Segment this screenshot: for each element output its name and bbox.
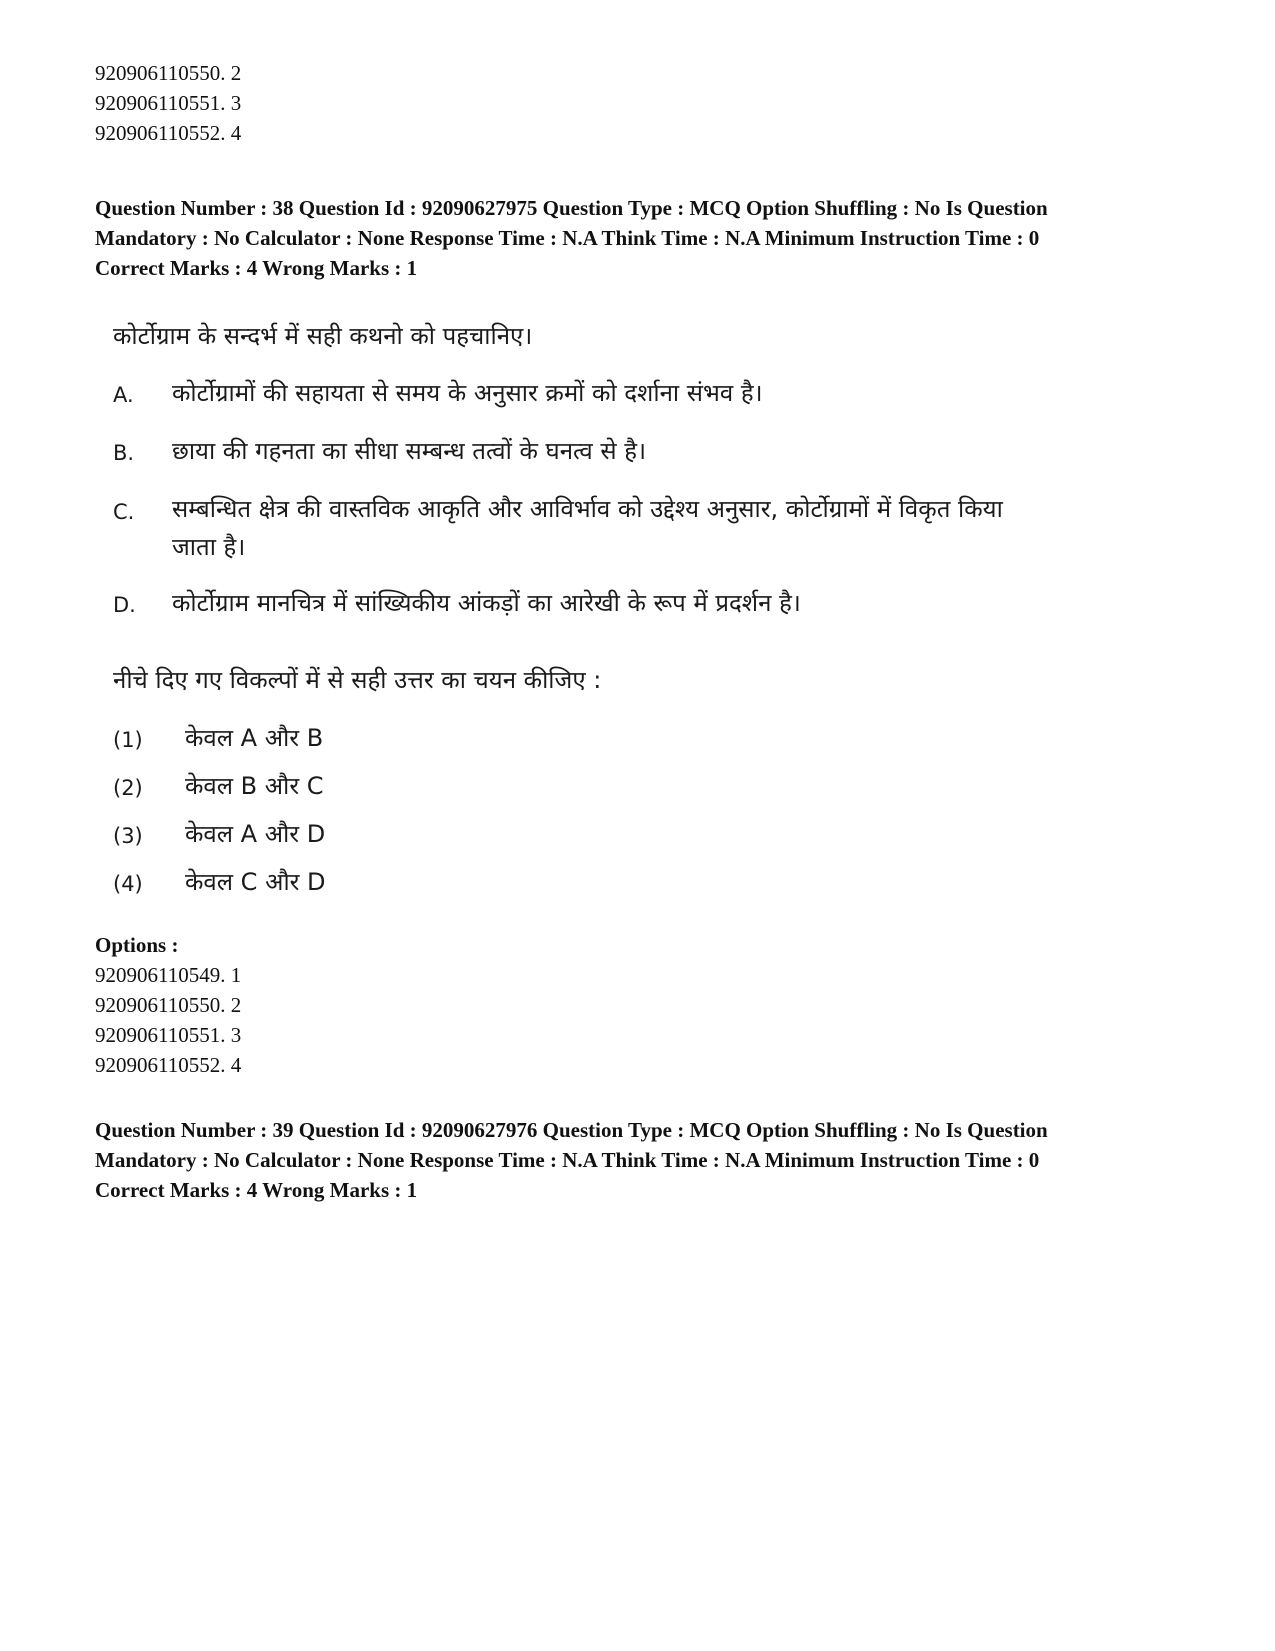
question-39-header — [95, 1115, 1185, 1205]
previous-question-options — [95, 58, 1185, 148]
option-line: 920906110552. 4 — [95, 1053, 242, 1077]
choice-number: (3) — [113, 824, 143, 848]
question-meta-line: Mandatory : No Calculator : None Response Time : N.A Think Time : N.A Minimum Instruction Time : 0 — [95, 226, 1040, 250]
statement-text: सम्बन्धित क्षेत्र की वास्तविक आकृति और आविर्भाव को उद्देश्य अनुसार, कोर्टोग्रामों में विकृत किया जाता है। — [172, 495, 1003, 561]
option-line: 920906110550. 2 — [95, 61, 242, 85]
options-label: Options : — [95, 933, 179, 957]
choice-number: (2) — [113, 776, 143, 800]
statement-letter: C. — [113, 500, 135, 524]
option-line: 920906110550. 2 — [95, 993, 242, 1017]
choice-text: केवल B और C — [185, 772, 324, 800]
option-line: 920906110551. 3 — [95, 91, 242, 115]
choice-text: केवल C और D — [185, 868, 326, 896]
statement-text: छाया की गहनता का सीधा सम्बन्ध तत्वों के घनत्व से है। — [172, 437, 647, 465]
question-prompt: कोर्टोग्राम के सन्दर्भ में सही कथनो को पहचानिए। — [113, 322, 533, 350]
question-meta-line: Question Number : 38 Question Id : 92090627975 Question Type : MCQ Option Shuffling : No Is Question — [95, 196, 1048, 220]
choice-number: (4) — [113, 872, 143, 896]
choice-text: केवल A और D — [185, 820, 326, 848]
statement-text: कोर्टोग्रामों की सहायता से समय के अनुसार क्रमों को दर्शाना संभव है। — [172, 379, 763, 407]
option-line: 920906110549. 1 — [95, 963, 242, 987]
statement-letter: A. — [113, 383, 134, 407]
question-38-header — [95, 193, 1185, 283]
question-meta-line: Question Number : 39 Question Id : 92090627976 Question Type : MCQ Option Shuffling : No Is Question — [95, 1118, 1048, 1142]
option-line: 920906110551. 3 — [95, 1023, 242, 1047]
statement-letter: D. — [113, 593, 136, 617]
question-meta-line: Correct Marks : 4 Wrong Marks : 1 — [95, 1178, 418, 1202]
answer-instruction: नीचे दिए गए विकल्पों में से सही उत्तर का चयन कीजिए : — [113, 666, 602, 694]
question-meta-line: Correct Marks : 4 Wrong Marks : 1 — [95, 256, 418, 280]
statement-text: कोर्टोग्राम मानचित्र में सांख्यिकीय आंकड़ों का आरेखी के रूप में प्रदर्शन है। — [172, 589, 801, 617]
option-line: 920906110552. 4 — [95, 121, 242, 145]
choice-text: केवल A और B — [185, 724, 324, 752]
statement-letter: B. — [113, 441, 135, 465]
question-38-options — [95, 930, 1185, 1080]
choice-number: (1) — [113, 728, 143, 752]
question-meta-line: Mandatory : No Calculator : None Response Time : N.A Think Time : N.A Minimum Instruction Time : 0 — [95, 1148, 1040, 1172]
